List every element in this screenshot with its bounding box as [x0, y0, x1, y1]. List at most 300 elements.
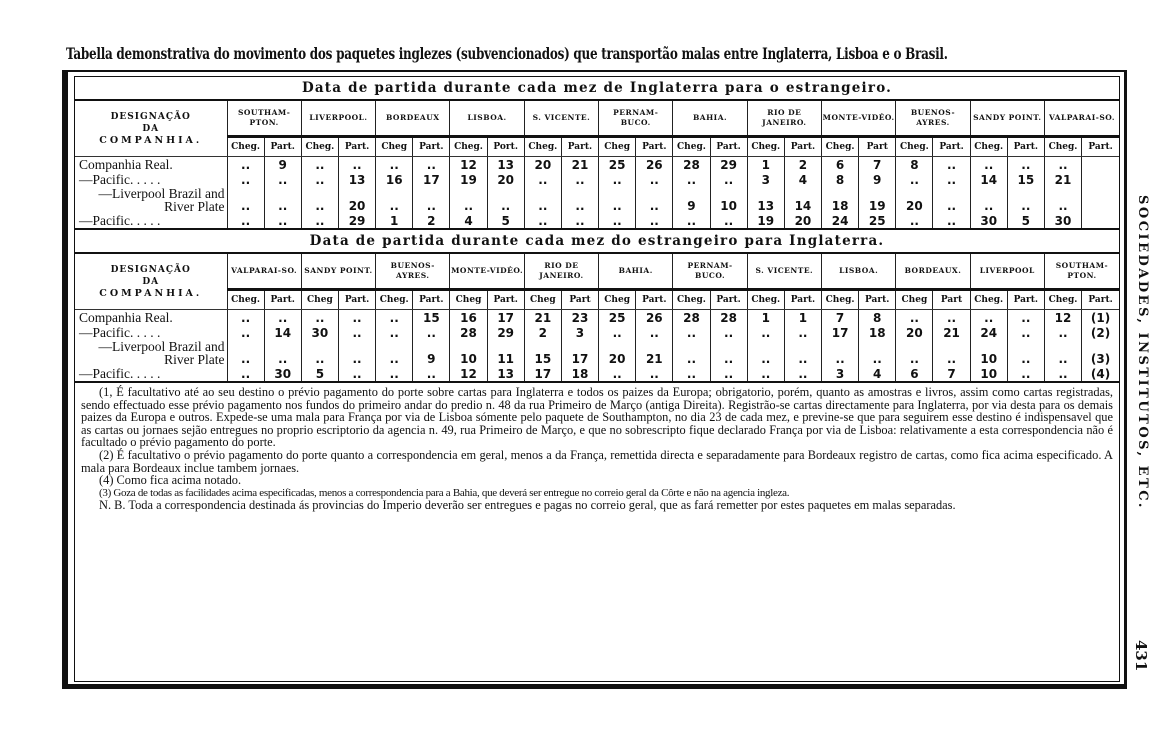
column-header-part: Part.: [710, 290, 747, 310]
column-header-city: LIVERPOOL.: [301, 101, 375, 137]
date-cell: ..: [413, 187, 450, 213]
date-cell: ..: [636, 187, 673, 213]
date-cell: 11: [487, 340, 524, 366]
date-cell: (1): [1082, 310, 1119, 326]
date-cell: 2: [413, 213, 450, 228]
column-header-cheg: Cheg.: [524, 137, 561, 157]
date-cell: ..: [1007, 187, 1044, 213]
date-cell: 2: [784, 157, 821, 173]
column-header-part: Part.: [1082, 290, 1119, 310]
column-header-part: Part.: [561, 137, 598, 157]
date-cell: ..: [1044, 187, 1081, 213]
date-cell: 12: [450, 366, 487, 381]
company-name: —Liverpool Brazil and River Plate: [98, 340, 225, 366]
column-header-city: BUENOS-AYRES.: [376, 254, 450, 290]
column-header-part: Part.: [338, 137, 375, 157]
date-cell: 7: [859, 157, 896, 173]
date-cell: 30: [264, 366, 301, 381]
date-cell: ..: [413, 366, 450, 381]
date-cell: ..: [822, 340, 859, 366]
date-cell: ..: [896, 172, 933, 187]
page-number-text: 431: [1132, 640, 1150, 672]
date-cell: 20: [599, 340, 636, 366]
date-cell: ..: [933, 310, 970, 326]
date-cell: 25: [599, 157, 636, 173]
date-cell: 15: [1007, 172, 1044, 187]
column-header-cheg: Cheg: [301, 290, 338, 310]
column-header-part: Part.: [264, 137, 301, 157]
date-cell: ..: [970, 310, 1007, 326]
date-cell: ..: [970, 187, 1007, 213]
desig-line3: COMPANHIA.: [99, 134, 203, 146]
date-cell: ..: [561, 187, 598, 213]
column-header-cheg: Cheg: [896, 290, 933, 310]
column-header-part: Part.: [1007, 290, 1044, 310]
column-header-part: Part.: [487, 290, 524, 310]
company-name: —Pacific. . . . .: [79, 172, 161, 187]
date-cell: (2): [1082, 325, 1119, 340]
date-cell: 14: [264, 325, 301, 340]
date-cell: 24: [970, 325, 1007, 340]
column-header-city: RIO DE JANEIRO.: [524, 254, 598, 290]
section-title-outbound: Data de partida durante cada mez de Inglaterra para o estrangeiro.: [75, 77, 1119, 101]
column-header-part: Part: [933, 290, 970, 310]
column-header-cheg: Cheg.: [227, 137, 264, 157]
date-cell: 13: [487, 366, 524, 381]
date-cell: 1: [784, 310, 821, 326]
column-header-cheg: Cheg: [599, 290, 636, 310]
column-header-city: RIO DE JANEIRO.: [747, 101, 821, 137]
date-cell: 20: [338, 187, 375, 213]
column-header-cheg: Cheg.: [822, 137, 859, 157]
date-cell: ..: [1007, 325, 1044, 340]
date-cell: ..: [376, 157, 413, 173]
column-header-city: SANDY POINT.: [301, 254, 375, 290]
column-header-cheg: Cheg.: [970, 137, 1007, 157]
date-cell: ..: [710, 366, 747, 381]
company-name: —Pacific. . . . .: [79, 213, 161, 228]
date-cell: ..: [227, 157, 264, 173]
date-cell: 13: [487, 157, 524, 173]
column-header-part: Part.: [413, 290, 450, 310]
date-cell: ..: [227, 213, 264, 228]
date-cell: 14: [970, 172, 1007, 187]
column-header-part: Part.: [413, 137, 450, 157]
date-cell: 23: [561, 310, 598, 326]
note-4: (4) Como fica acima notado.: [99, 473, 242, 488]
date-cell: ..: [673, 340, 710, 366]
date-cell: 17: [487, 310, 524, 326]
table-row: [75, 172, 1119, 187]
date-cell: 10: [450, 340, 487, 366]
date-cell: 4: [784, 172, 821, 187]
date-cell: 8: [859, 310, 896, 326]
date-cell: ..: [227, 187, 264, 213]
column-header-part: Part.: [859, 290, 896, 310]
date-cell: ..: [524, 213, 561, 228]
date-cell: 21: [1044, 172, 1081, 187]
date-cell: ..: [338, 310, 375, 326]
column-header-cheg: Cheg: [524, 290, 561, 310]
note-2: (2) É facultativo o prévio pagamento do porte quanto a correspondencia em geral, menos a da França, remettida directa e separadamente para Bordeaux registro de cartas, como fica acima especificado. A mala para Bordeaux inclue tambem jornaes.: [81, 447, 1113, 475]
date-cell: ..: [338, 366, 375, 381]
date-cell: ..: [376, 187, 413, 213]
table-row: [75, 310, 1119, 326]
date-cell: 20: [896, 325, 933, 340]
date-cell: ..: [710, 172, 747, 187]
date-cell: ..: [301, 187, 338, 213]
date-cell: 9: [859, 172, 896, 187]
date-cell: 6: [896, 366, 933, 381]
column-header-city: S. VICENTE.: [747, 254, 821, 290]
column-header-cheg: Cheg.: [747, 137, 784, 157]
date-cell: ..: [933, 340, 970, 366]
date-cell: ..: [561, 172, 598, 187]
date-cell: 15: [524, 340, 561, 366]
date-cell: ..: [673, 172, 710, 187]
date-cell: 19: [747, 213, 784, 228]
date-cell: 29: [338, 213, 375, 228]
date-cell: ..: [747, 366, 784, 381]
section-title-inbound: Data de partida durante cada mez do estrangeiro para Inglaterra.: [75, 228, 1119, 254]
column-header-part: Part.: [784, 137, 821, 157]
date-cell: (3): [1082, 340, 1119, 366]
date-cell: 24: [822, 213, 859, 228]
column-header-part: Part.: [636, 290, 673, 310]
date-cell: [1082, 157, 1119, 173]
footnotes: [75, 381, 1119, 512]
date-cell: ..: [413, 325, 450, 340]
date-cell: [1082, 187, 1119, 213]
date-cell: ..: [636, 325, 673, 340]
column-header-city: LISBOA.: [450, 101, 524, 137]
column-header-cheg: Cheg.: [376, 290, 413, 310]
date-cell: 5: [1007, 213, 1044, 228]
desig-line1: DESIGNAÇÃO: [110, 264, 191, 275]
date-cell: ..: [636, 366, 673, 381]
table-row: [75, 340, 1119, 366]
date-cell: 17: [822, 325, 859, 340]
column-header-cheg: Cheg.: [822, 290, 859, 310]
column-header-part: Part: [859, 137, 896, 157]
date-cell: ..: [710, 340, 747, 366]
column-header-city: SOUTHAM-PTON.: [1044, 254, 1119, 290]
date-cell: 16: [376, 172, 413, 187]
date-cell: ..: [710, 325, 747, 340]
date-cell: 1: [747, 157, 784, 173]
date-cell: 28: [673, 310, 710, 326]
date-cell: 20: [487, 172, 524, 187]
date-cell: ..: [859, 340, 896, 366]
date-cell: ..: [227, 310, 264, 326]
date-cell: ..: [1007, 340, 1044, 366]
date-cell: 18: [859, 325, 896, 340]
date-cell: ..: [970, 157, 1007, 173]
desig-line2: DA: [142, 276, 160, 287]
date-cell: 17: [524, 366, 561, 381]
date-cell: 13: [338, 172, 375, 187]
date-cell: ..: [227, 325, 264, 340]
table-row: [75, 157, 1119, 173]
date-cell: 29: [710, 157, 747, 173]
date-cell: ..: [376, 325, 413, 340]
inbound-table: [75, 254, 1119, 381]
date-cell: ..: [673, 366, 710, 381]
date-cell: 30: [1044, 213, 1081, 228]
date-cell: 26: [636, 157, 673, 173]
date-cell: ..: [710, 213, 747, 228]
date-cell: 9: [264, 157, 301, 173]
date-cell: 7: [933, 366, 970, 381]
date-cell: 3: [747, 172, 784, 187]
column-header-city: BORDEAUX: [376, 101, 450, 137]
date-cell: ..: [673, 213, 710, 228]
column-header-city: S. VICENTE.: [524, 101, 598, 137]
column-header-part: Part.: [636, 137, 673, 157]
date-cell: ..: [636, 172, 673, 187]
column-header-cheg: Cheg.: [673, 290, 710, 310]
date-cell: 21: [524, 310, 561, 326]
date-cell: 28: [710, 310, 747, 326]
date-cell: ..: [747, 340, 784, 366]
date-cell: 1: [376, 213, 413, 228]
date-cell: ..: [227, 172, 264, 187]
date-cell: ..: [227, 340, 264, 366]
date-cell: 17: [413, 172, 450, 187]
company-name: Companhia Real.: [75, 310, 227, 326]
note-1: (1, É facultativo até ao seu destino o prévio pagamento do porte sobre cartas para Inglaterra e todos os paizes da Europa; obrigatorio, porém, quanto as amostras e livros, assim como cartas registradas, sendo effectuado esse prévio pagamento nos fundos do primeiro andar do predio n. 48 da rua Primeiro de Março (antiga Direita). Registrão-se cartas directamente para Inglaterra, por via desta para os demais paizes da Europa e outros. Expede-se uma mala para França por via de Lisboa sómente pelo paquete de Southampton, no dia 23 de cada mez, e previne-se que para seguirem esse destino é indispensavel que as cartas ou jornaes sejão entregues no proprio escriptorio da agencia n. 49, rua Primeiro de Março, e que no sobrescripto fique declarado França por via de Lisboa: relativamente a esta correspondencia não é facultado o prévio pagamento do porte.: [81, 385, 1113, 450]
column-header-part: Part.: [264, 290, 301, 310]
column-header-city: SOUTHAM-PTON.: [227, 101, 301, 137]
date-cell: 21: [636, 340, 673, 366]
date-cell: 3: [822, 366, 859, 381]
table-inner: [74, 76, 1120, 682]
column-header-city: BAHIA.: [673, 101, 747, 137]
date-cell: ..: [301, 157, 338, 173]
running-header: [1128, 195, 1152, 515]
date-cell: 14: [784, 187, 821, 213]
date-cell: 25: [859, 213, 896, 228]
column-header-city: BUENOS-AYRES.: [896, 101, 970, 137]
outbound-table: [75, 101, 1119, 228]
date-cell: ..: [673, 325, 710, 340]
column-header-city: PERNAM-BUCO.: [599, 101, 673, 137]
date-cell: ..: [599, 366, 636, 381]
date-cell: 7: [822, 310, 859, 326]
date-cell: ..: [264, 310, 301, 326]
desig-line2: DA: [142, 123, 160, 134]
date-cell: ..: [784, 340, 821, 366]
date-cell: ..: [301, 172, 338, 187]
date-cell: 8: [896, 157, 933, 173]
date-cell: ..: [784, 366, 821, 381]
column-header-cheg: Cheg.: [896, 137, 933, 157]
date-cell: ..: [599, 172, 636, 187]
column-header-city: MONTE-VIDÉO.: [822, 101, 896, 137]
column-header-city: SANDY POINT.: [970, 101, 1044, 137]
date-cell: ..: [599, 187, 636, 213]
date-cell: 21: [933, 325, 970, 340]
date-cell: 17: [561, 340, 598, 366]
column-header-part: Part.: [1007, 137, 1044, 157]
date-cell: ..: [599, 213, 636, 228]
table-frame: [62, 70, 1127, 689]
date-cell: ..: [933, 172, 970, 187]
date-cell: 9: [413, 340, 450, 366]
date-cell: 3: [561, 325, 598, 340]
date-cell: 2: [524, 325, 561, 340]
note-nb: N. B. Toda a correspondencia destinada ás provincias do Imperio deverão ser entregues e pagas no correio geral, que as fará remetter por estes paquetes em malas separadas.: [99, 498, 956, 513]
date-cell: 21: [561, 157, 598, 173]
date-cell: ..: [376, 366, 413, 381]
date-cell: 28: [673, 157, 710, 173]
date-cell: 5: [487, 213, 524, 228]
column-header-part: Part.: [784, 290, 821, 310]
date-cell: ..: [338, 325, 375, 340]
date-cell: ..: [524, 187, 561, 213]
date-cell: ..: [1044, 340, 1081, 366]
column-header-city: BAHIA.: [599, 254, 673, 290]
date-cell: ..: [264, 340, 301, 366]
column-header-part: Part.: [710, 137, 747, 157]
date-cell: 4: [859, 366, 896, 381]
page-title: Tabella demonstrativa do movimento dos paquetes inglezes (subvencionados) que transportão malas entre Inglaterra, Lisboa e o Brasil.: [66, 44, 948, 63]
date-cell: ..: [1007, 366, 1044, 381]
date-cell: ..: [784, 325, 821, 340]
date-cell: ..: [338, 157, 375, 173]
date-cell: ..: [1044, 325, 1081, 340]
table-row: [75, 213, 1119, 228]
company-name: —Liverpool Brazil and River Plate: [98, 187, 225, 213]
column-header-cheg: Cheg.: [970, 290, 1007, 310]
column-header-city: PERNAM-BUCO.: [673, 254, 747, 290]
date-cell: 5: [301, 366, 338, 381]
column-header-part: Part: [561, 290, 598, 310]
desig-line1: DESIGNAÇÃO: [110, 111, 191, 122]
date-cell: ..: [376, 340, 413, 366]
date-cell: 18: [561, 366, 598, 381]
date-cell: 28: [450, 325, 487, 340]
column-header-cheg: Cheg.: [301, 137, 338, 157]
date-cell: ..: [896, 340, 933, 366]
date-cell: ..: [264, 213, 301, 228]
column-header-cheg: Cheg: [450, 290, 487, 310]
date-cell: ..: [301, 310, 338, 326]
date-cell: ..: [301, 213, 338, 228]
date-cell: ..: [933, 213, 970, 228]
date-cell: 9: [673, 187, 710, 213]
note-3: (3) Goza de todas as facilidades acima especificadas, menos a correspondencia para a Bahia, que deverá ser entregue no correio geral da Côrte e não na agencia ingleza.: [99, 486, 790, 499]
date-cell: (4): [1082, 366, 1119, 381]
company-name: —Pacific. . . . .: [79, 325, 161, 340]
date-cell: 18: [822, 187, 859, 213]
column-header-city: VALPARAI-SO.: [1044, 101, 1119, 137]
date-cell: 10: [710, 187, 747, 213]
date-cell: 10: [970, 366, 1007, 381]
table-row: [75, 366, 1119, 381]
column-header-part: Port.: [487, 137, 524, 157]
column-header-cheg: Cheg.: [747, 290, 784, 310]
desig-line3: COMPANHIA.: [99, 287, 203, 299]
date-cell: ..: [933, 157, 970, 173]
date-cell: ..: [301, 340, 338, 366]
date-cell: 19: [859, 187, 896, 213]
date-cell: ..: [747, 325, 784, 340]
date-cell: 12: [1044, 310, 1081, 326]
date-cell: 4: [450, 213, 487, 228]
column-header-part: Part.: [933, 137, 970, 157]
column-header-cheg: Cheg.: [673, 137, 710, 157]
date-cell: 26: [636, 310, 673, 326]
company-name: —Pacific. . . . .: [79, 366, 161, 381]
date-cell: ..: [487, 187, 524, 213]
column-header-cheg: Cheg.: [450, 137, 487, 157]
column-header-city: VALPARAI-SO.: [227, 254, 301, 290]
date-cell: 20: [896, 187, 933, 213]
date-cell: 16: [450, 310, 487, 326]
date-cell: ..: [1007, 157, 1044, 173]
date-cell: [1082, 172, 1119, 187]
column-header-cheg: Cheg: [599, 137, 636, 157]
column-header-city: LIVERPOOL: [970, 254, 1044, 290]
company-name: Companhia Real.: [75, 157, 227, 173]
table-row: [75, 187, 1119, 213]
date-cell: 15: [413, 310, 450, 326]
date-cell: 10: [970, 340, 1007, 366]
date-cell: ..: [264, 187, 301, 213]
date-cell: 13: [747, 187, 784, 213]
date-cell: 30: [970, 213, 1007, 228]
date-cell: ..: [933, 187, 970, 213]
date-cell: 25: [599, 310, 636, 326]
date-cell: 19: [450, 172, 487, 187]
column-header-city: MONTE-VIDÉO.: [450, 254, 524, 290]
column-header-part: Part.: [338, 290, 375, 310]
date-cell: 20: [784, 213, 821, 228]
date-cell: ..: [450, 187, 487, 213]
column-header-city: LISBOA.: [822, 254, 896, 290]
date-cell: [1082, 213, 1119, 228]
date-cell: 1: [747, 310, 784, 326]
column-header-cheg: Cheg: [376, 137, 413, 157]
column-header-part: Part.: [1082, 137, 1119, 157]
date-cell: ..: [1007, 310, 1044, 326]
date-cell: ..: [599, 325, 636, 340]
column-header-cheg: Cheg.: [1044, 137, 1081, 157]
date-cell: 12: [450, 157, 487, 173]
date-cell: ..: [1044, 366, 1081, 381]
date-cell: ..: [524, 172, 561, 187]
date-cell: ..: [636, 213, 673, 228]
date-cell: ..: [264, 172, 301, 187]
designation-header: [75, 101, 227, 157]
date-cell: ..: [1044, 157, 1081, 173]
date-cell: ..: [227, 366, 264, 381]
side-header-text: SOCIEDADES, INSTITUTOS, ETC.: [1135, 195, 1150, 510]
date-cell: ..: [338, 340, 375, 366]
date-cell: ..: [896, 213, 933, 228]
date-cell: ..: [413, 157, 450, 173]
date-cell: ..: [896, 310, 933, 326]
date-cell: ..: [561, 213, 598, 228]
date-cell: ..: [376, 310, 413, 326]
date-cell: 8: [822, 172, 859, 187]
column-header-cheg: Cheg.: [1044, 290, 1081, 310]
column-header-city: BORDEAUX.: [896, 254, 970, 290]
column-header-cheg: Cheg.: [227, 290, 264, 310]
date-cell: 29: [487, 325, 524, 340]
date-cell: 20: [524, 157, 561, 173]
